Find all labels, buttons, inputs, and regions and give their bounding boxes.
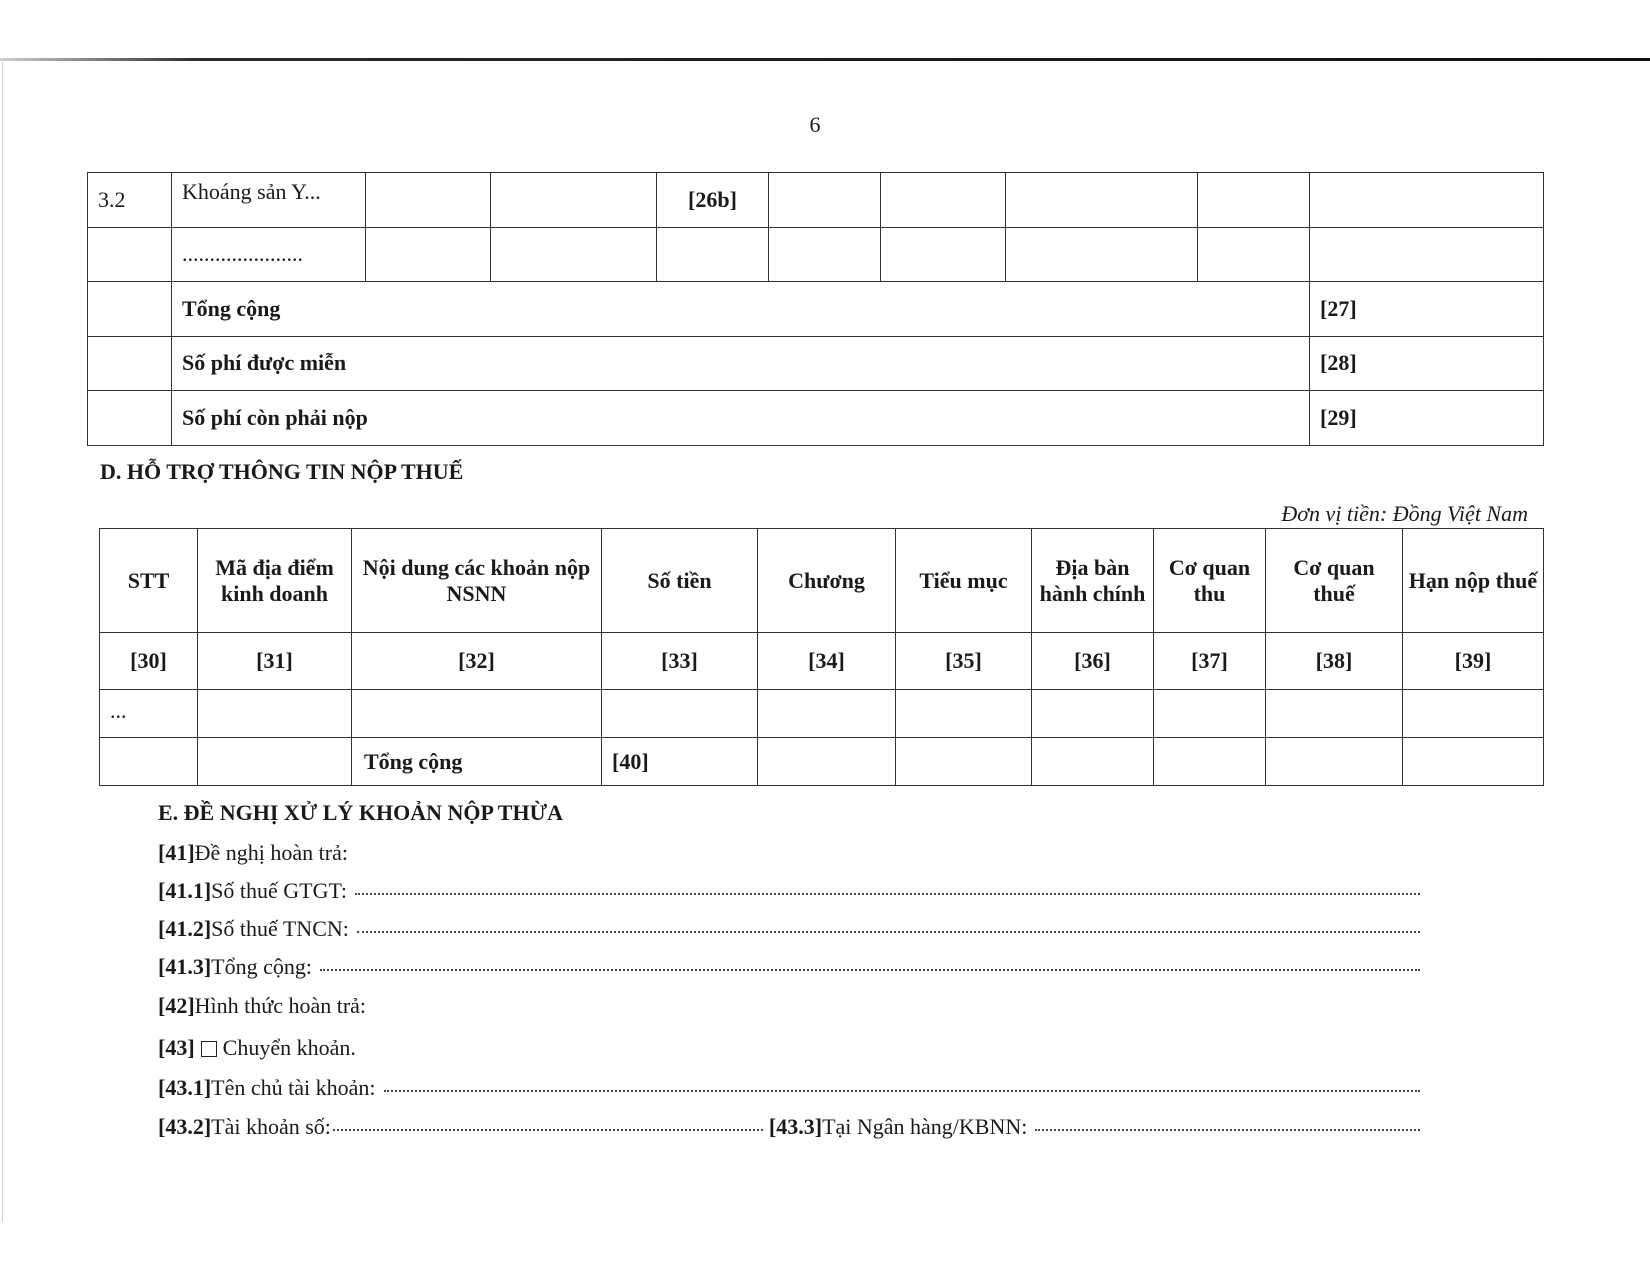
table-row [88, 173, 1544, 228]
refund-request-line: [41] Đề nghị hoàn trả: [158, 840, 349, 865]
header-cell: Nội dung các khoản nộp NSNN [352, 529, 602, 633]
currency-unit-note: Đơn vị tiền: Đồng Việt Nam [1281, 501, 1528, 526]
fee-table [87, 172, 1544, 446]
header-cell: Cơ quan thu [1154, 529, 1266, 633]
pit-amount-line: [41.2] Số thuế TNCN: [158, 916, 1420, 942]
left-edge [2, 62, 3, 1222]
total-code: [27] [1310, 282, 1544, 337]
top-rule [0, 58, 1650, 61]
code-cell: [34] [758, 633, 896, 690]
code-cell: [30] [100, 633, 198, 690]
code-cell: [26b] [657, 173, 769, 228]
code-cell: [33] [602, 633, 758, 690]
vat-amount-line: [41.1] Số thuế GTGT: [158, 878, 1420, 904]
code-cell: [35] [896, 633, 1032, 690]
header-row [100, 529, 1544, 633]
pit-amount-field[interactable] [357, 931, 1420, 933]
section-e-title: E. ĐỀ NGHỊ XỬ LÝ KHOẢN NỘP THỪA [158, 800, 563, 825]
item-more-cell: ...................... [172, 227, 366, 282]
header-cell: Số tiền [602, 529, 758, 633]
account-holder-field[interactable] [384, 1090, 1421, 1092]
refund-total-line: [41.3] Tổng cộng: [158, 954, 1420, 980]
header-cell: Hạn nộp thuế [1403, 529, 1544, 633]
header-cell: Cơ quan thuế [1266, 529, 1403, 633]
table-row [88, 282, 1544, 337]
refund-total-field[interactable] [320, 969, 1420, 971]
code-row [100, 633, 1544, 690]
account-number-line: [43.2] Tài khoản số: [43.3] Tại Ngân hàng/KBNN: [158, 1114, 1420, 1140]
vat-amount-field[interactable] [355, 893, 1420, 895]
header-cell: Chương [758, 529, 896, 633]
code-cell: [39] [1403, 633, 1544, 690]
code-cell: [31] [198, 633, 352, 690]
exempt-code: [28] [1310, 336, 1544, 391]
account-holder-line: [43.1] Tên chủ tài khoản: [158, 1075, 1420, 1101]
code-cell: [32] [352, 633, 602, 690]
code-cell: [37] [1154, 633, 1266, 690]
total-row [100, 738, 1544, 786]
ellipsis-cell: ... [100, 690, 198, 738]
bank-transfer-checkbox[interactable] [201, 1041, 217, 1057]
account-number-field[interactable] [333, 1129, 763, 1131]
total-code: [40] [602, 738, 758, 786]
table-row [88, 391, 1544, 446]
page-number: 6 [809, 112, 821, 137]
total-label: Tổng cộng [352, 738, 602, 786]
header-cell: Mã địa điểm kinh doanh [198, 529, 352, 633]
bank-transfer-line: [43] Chuyển khoản. [158, 1035, 356, 1060]
payable-code: [29] [1310, 391, 1544, 446]
stt-cell: 3.2 [88, 173, 172, 228]
bank-name-field[interactable] [1035, 1129, 1420, 1131]
code-cell: [36] [1032, 633, 1154, 690]
tax-payment-info-table [99, 528, 1544, 786]
refund-method-line: [42] Hình thức hoàn trả: [158, 993, 367, 1018]
payable-label: Số phí còn phải nộp [172, 391, 1310, 446]
item-label-cell: Khoáng sản Y... [172, 173, 366, 228]
section-d-title: D. HỖ TRỢ THÔNG TIN NỘP THUẾ [100, 459, 464, 484]
exempt-label: Số phí được miễn [172, 336, 1310, 391]
code-cell: [38] [1266, 633, 1403, 690]
table-row [88, 227, 1544, 282]
header-cell: Tiểu mục [896, 529, 1032, 633]
total-label: Tổng cộng [172, 282, 1310, 337]
header-cell: Địa bàn hành chính [1032, 529, 1154, 633]
table-row [88, 336, 1544, 391]
header-cell: STT [100, 529, 198, 633]
table-row [100, 690, 1544, 738]
